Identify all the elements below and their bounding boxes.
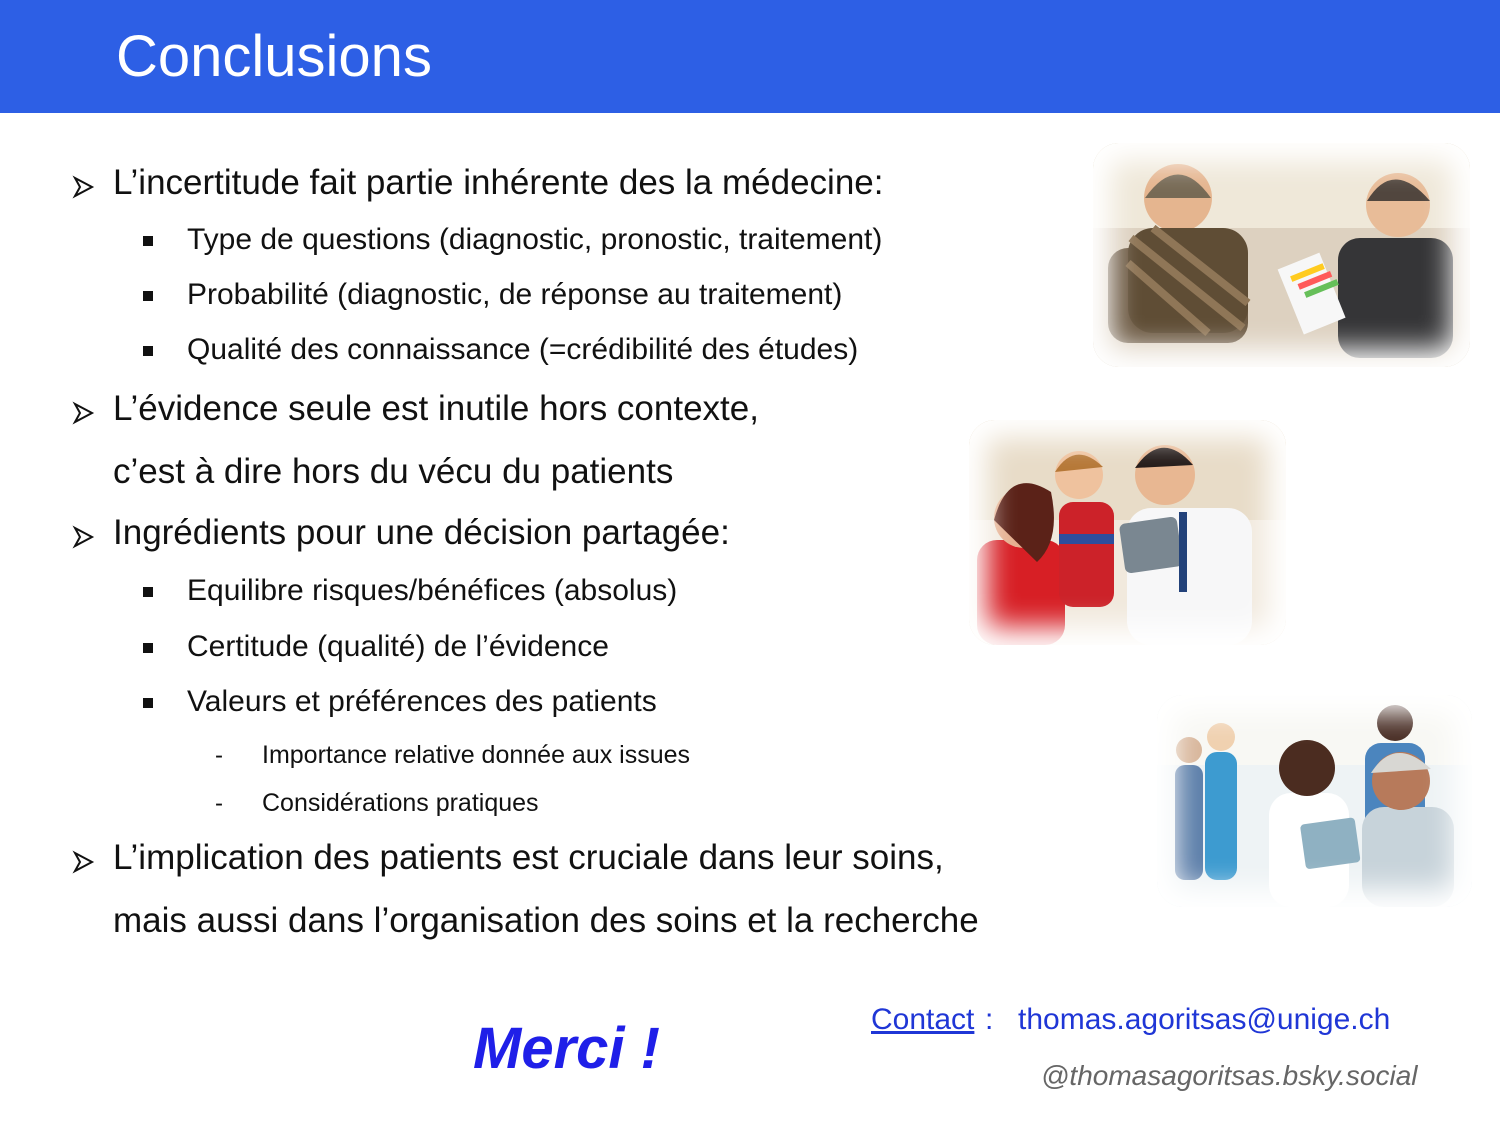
dash-bullet-icon: - [215,742,223,769]
square-bullet-icon [143,291,153,301]
social-handle: @thomasagoritsas.bsky.social [1041,1060,1418,1091]
sub-bullet-question-types: Type de questions (diagnostic, pronostic, traitement) [187,223,883,256]
bullet-uncertainty: L’incertitude fait partie inhérente des la médecine: [113,163,884,202]
slide-title: Conclusions [116,24,432,89]
sub-bullet-patient-values: Valeurs et préférences des patients [187,685,657,718]
doctor-patient-consultation-photo [1093,143,1470,367]
family-doctor-tablet-photo [969,420,1286,645]
square-bullet-icon [143,346,153,356]
bullet-shared-decision: Ingrédients pour une décision partagée: [113,513,730,552]
arrow-bullet-icon [70,845,100,879]
doctor-patient-consultation-illustration [1093,143,1470,367]
sub-bullet-evidence-certainty: Certitude (qualité) de l’évidence [187,630,609,663]
contact-email[interactable]: thomas.agoritsas@unige.ch [1018,1003,1391,1036]
title-bar [0,0,1500,113]
bullet-patient-involvement-line-1: L’implication des patients est cruciale dans leur soins, [113,838,944,877]
sub-bullet-knowledge-quality: Qualité des connaissance (=crédibilité des études) [187,333,859,366]
contact-colon: : [985,1003,994,1036]
bullet-evidence-context-line-1: L’évidence seule est inutile hors contexte, [113,389,759,428]
sub-sub-bullet-practical-considerations: Considérations pratiques [262,789,539,817]
thank-you-text: Merci ! [473,1016,660,1081]
hospital-care-team-photo [1157,695,1472,907]
bullet-patient-involvement-line-2: mais aussi dans l’organisation des soins et la recherche [113,901,979,940]
square-bullet-icon [143,643,153,653]
bullet-evidence-context-line-2: c’est à dire hors du vécu du patients [113,452,674,491]
sub-bullet-risk-benefit: Equilibre risques/bénéfices (absolus) [187,574,678,607]
arrow-bullet-icon [70,170,100,204]
contact-label-link[interactable]: Contact [871,1003,975,1036]
arrow-bullet-icon [70,396,100,430]
square-bullet-icon [143,698,153,708]
dash-bullet-icon: - [215,790,223,817]
arrow-bullet-icon [70,520,100,554]
square-bullet-icon [143,587,153,597]
sub-sub-bullet-relative-importance: Importance relative donnée aux issues [262,741,691,769]
hospital-care-team-illustration [1157,695,1472,907]
square-bullet-icon [143,236,153,246]
family-doctor-tablet-illustration [969,420,1286,645]
sub-bullet-probability: Probabilité (diagnostic, de réponse au traitement) [187,278,843,311]
